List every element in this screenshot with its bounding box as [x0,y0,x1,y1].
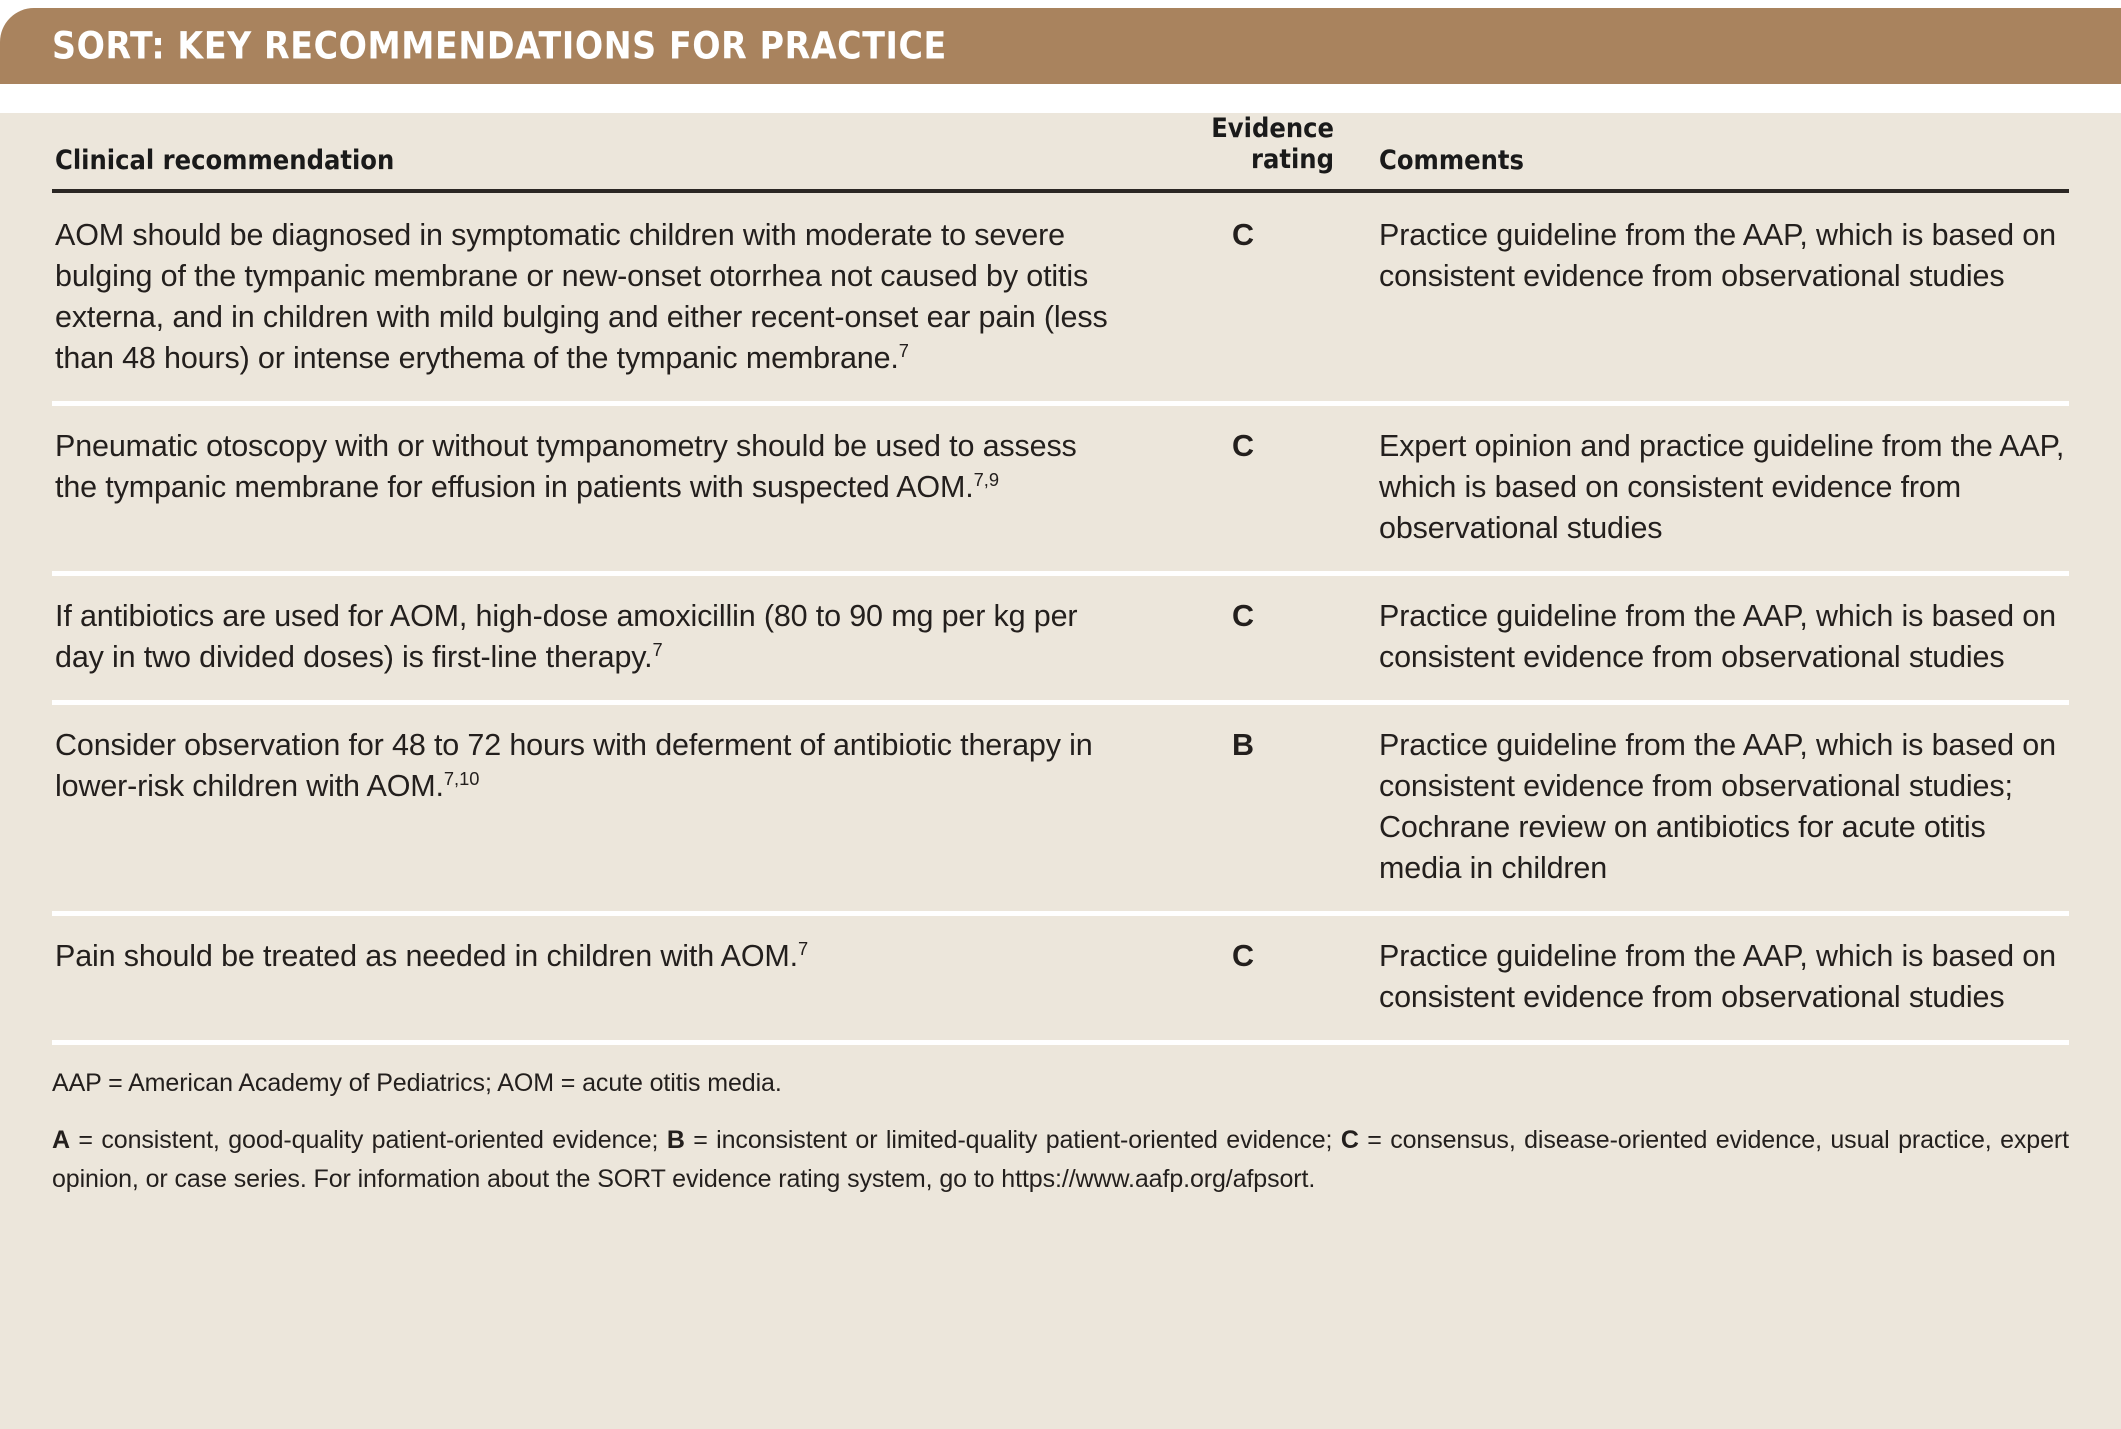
recommendation-text: Pneumatic otoscopy with or without tympanometry should be used to assess the tympanic membrane for effusion in patients with suspected AOM. [55,428,1077,504]
recommendation-text: AOM should be diagnosed in symptomatic children with moderate to severe bulging of the tympanic membrane or new-onset otorrhea not caused by otitis externa, and in children with mild bulging and either recent-onset ear pain (less than 48 hours) or intense erythema of the tympanic membrane. [55,217,1108,375]
recommendation-reference: 7 [798,937,809,959]
table-row [52,913,2069,1040]
cell-recommendation [52,573,1152,702]
table-head [52,113,2069,191]
cell-comments: Practice guideline from the AAP, which is based on consistent evidence from observational studies [1352,573,2069,702]
cell-comments: Practice guideline from the AAP, which is based on consistent evidence from observational studies [1352,191,2069,404]
recommendations-grid [52,113,2069,1040]
cell-evidence-rating: C [1231,938,1255,973]
cell-recommendation [52,191,1152,404]
cell-recommendation [52,702,1152,913]
footnote-abbreviations: AAP = American Academy of Pediatrics; AOM = acute otitis media. [52,1068,782,1097]
recommendation-reference: 7 [652,638,663,660]
table-row [52,403,2069,573]
cell-comments: Expert opinion and practice guideline from the AAP, which is based on consistent evidence from observational studies [1352,403,2069,573]
recommendation-reference: 7 [898,339,909,361]
legend-grade-c-text: = consensus, disease-oriented evidence, usual practice, expert opinion, or case series. For information about the SORT evidence rating system, go to https://www.aafp.org/afpsort. [52,1126,2069,1194]
column-header-evidence-line2: rating [1251,144,1334,176]
table-title-bar [0,8,2121,84]
footnotes [52,1045,2069,1199]
legend-grade-b-text: = inconsistent or limited-quality patient-oriented evidence; [684,1126,1341,1155]
legend-grade-a: A [52,1126,70,1155]
legend-grade-c: C [1340,1126,1359,1155]
cell-evidence-rating: C [1152,403,1352,573]
table-rows [52,191,2069,1040]
column-header-recommendation: Clinical recommendation [52,113,1152,191]
table-row [52,573,2069,702]
legend-grade-b: B [666,1126,685,1155]
table-title: SORT: KEY RECOMMENDATIONS FOR PRACTICE [52,24,947,68]
recommendation-text: Pain should be treated as needed in children with AOM. [55,938,799,973]
table-row [52,191,2069,404]
column-header-evidence-line1: Evidence [1211,113,1334,144]
cell-recommendation [52,403,1152,573]
legend-grade-a-text: = consistent, good-quality patient-oriented evidence; [69,1126,667,1155]
table-row [52,702,2069,913]
cell-comments: Practice guideline from the AAP, which is based on consistent evidence from observational studies; Cochrane review on antibiotics for acute otitis media in children [1352,702,2069,913]
footnote-legend [52,1121,2069,1199]
cell-evidence-rating: C [1152,191,1352,404]
cell-comments: Practice guideline from the AAP, which is based on consistent evidence from observational studies [1379,938,2056,1014]
recommendation-text: If antibiotics are used for AOM, high-dose amoxicillin (80 to 90 mg per kg per day in two divided doses) is first-line therapy. [55,598,1078,674]
cell-recommendation [52,913,1152,1040]
cell-evidence-rating: B [1152,702,1352,913]
recommendation-reference: 7,9 [973,468,999,490]
column-header-evidence-rating [1152,113,1352,191]
table-body [0,113,2121,1429]
column-header-comments: Comments [1352,113,2069,191]
cell-evidence-rating: C [1152,573,1352,702]
header-row [52,113,2069,191]
recommendation-text: Consider observation for 48 to 72 hours with deferment of antibiotic therapy in lower-risk children with AOM. [55,727,1093,803]
recommendation-reference: 7,10 [443,767,480,789]
